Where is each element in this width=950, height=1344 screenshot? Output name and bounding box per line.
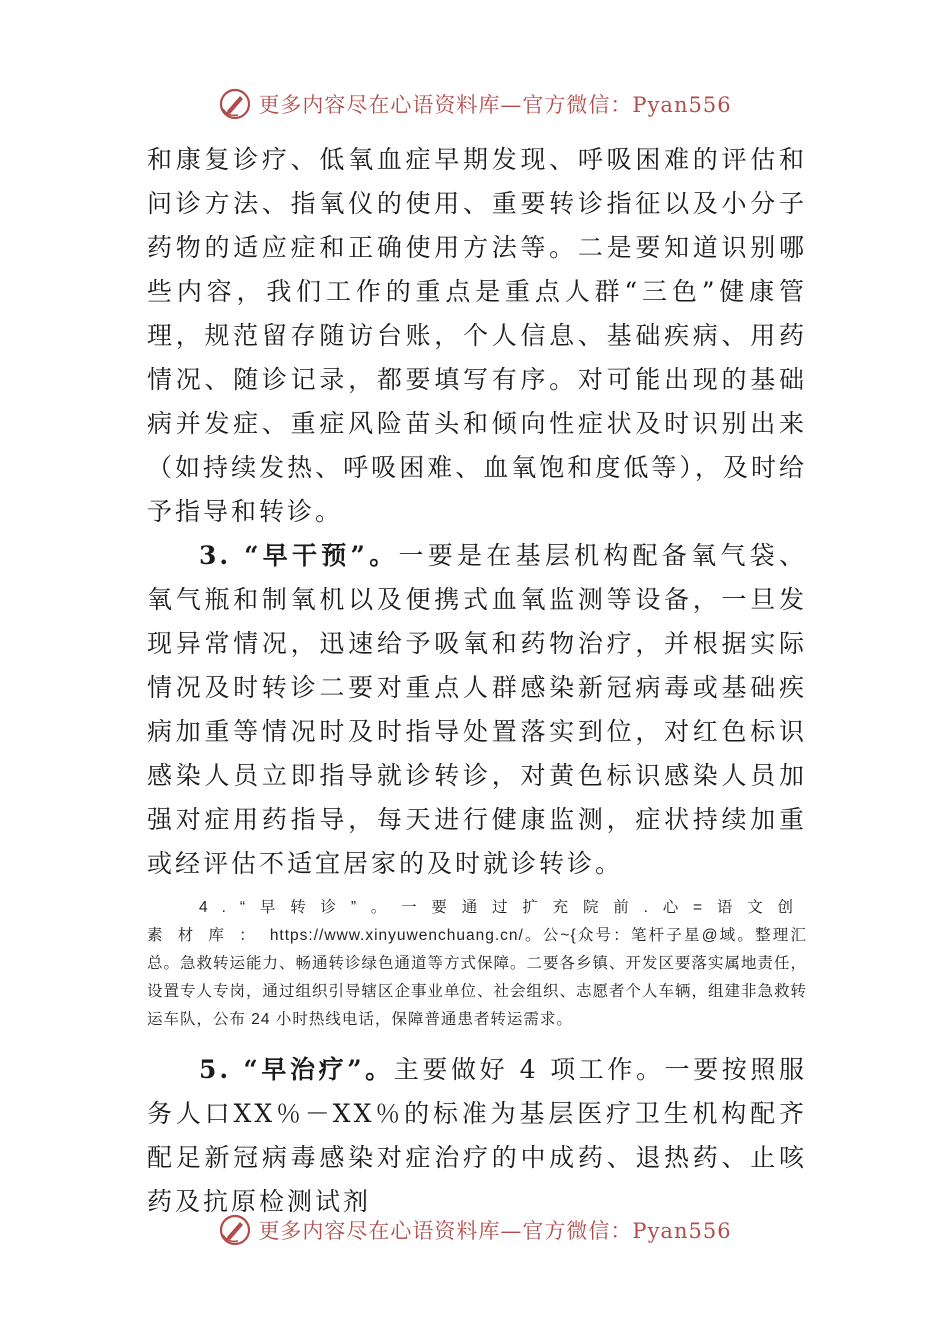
paragraph-heading: 3. “早干预”。 (199, 541, 399, 570)
pen-logo-icon (218, 1213, 252, 1247)
paragraph-heading: 4.“早转诊”。一要通过扩充院前.心=语文创素材库： (147, 899, 807, 944)
footer-watermark (0, 1210, 950, 1250)
paragraph-continued: 和康复诊疗、低氧血症早期发现、呼吸困难的评估和问诊方法、指氧仪的使用、重要转诊指征以及小分子药物的适应症和正确使用方法等。二是要知道识别哪些内容，我们工作的重点是重点人群“三色”健康管理，规范留存随访台账，个人信息、基础疾病、用药情况、随诊记录，都要填写有序。对可能出现的基础病并发症、重症风险苗头和倾向性症状及时识别出来（如持续发热、呼吸困难、血氧饱和度低等），及时给予指导和转诊。 (147, 145, 807, 526)
document-body (147, 138, 807, 1224)
paragraph-text: 一要是在基层机构配备氧气袋、氧气瓶和制氧机以及便携式血氧监测等设备，一旦发现异常情况，迅速给予吸氧和药物治疗，并根据实际情况及时转诊二要对重点人群感染新冠病毒或基础疾病加重等情况时及时指导处置落实到位，对红色标识感染人员立即指导就诊转诊，对黄色标识感染人员加强对症用药指导，每天进行健康监测，症状持续加重或经评估不适宜居家的及时就诊转诊。 (147, 541, 807, 878)
header-watermark (0, 84, 950, 124)
pen-logo-icon (218, 87, 252, 121)
paragraph-text: https://www.xinyuwenchuang.cn/。公~{众号：笔杆子星@域。整理汇总。急救转运能力、畅通转诊绿色通道等方式保障。二要各乡镇、开发区要落实属地责任，设置专人专岗，通过组织引导辖区企事业单位、社会组织、志愿者个人车辆，组建非急救转运车队，公布 24 小时热线电话，保障普通患者转运需求。 (147, 927, 808, 1028)
paragraph-heading: 5. “早治疗”。 (199, 1055, 394, 1084)
watermark-text: 更多内容尽在心语资料库—官方微信：Pyan556 (258, 93, 732, 117)
paragraph-early-treatment (147, 1048, 807, 1224)
paragraph-early-intervention (147, 534, 807, 886)
paragraph-early-referral (147, 894, 807, 1034)
paragraph-text: 主要做好 4 项工作。一要按照服务人口XX％－XX％的标准为基层医疗卫生机构配齐配足新冠病毒感染对症治疗的中成药、退热药、止咳药及抗原检测试剂 (147, 1055, 807, 1216)
watermark-text: 更多内容尽在心语资料库—官方微信：Pyan556 (258, 1219, 732, 1243)
